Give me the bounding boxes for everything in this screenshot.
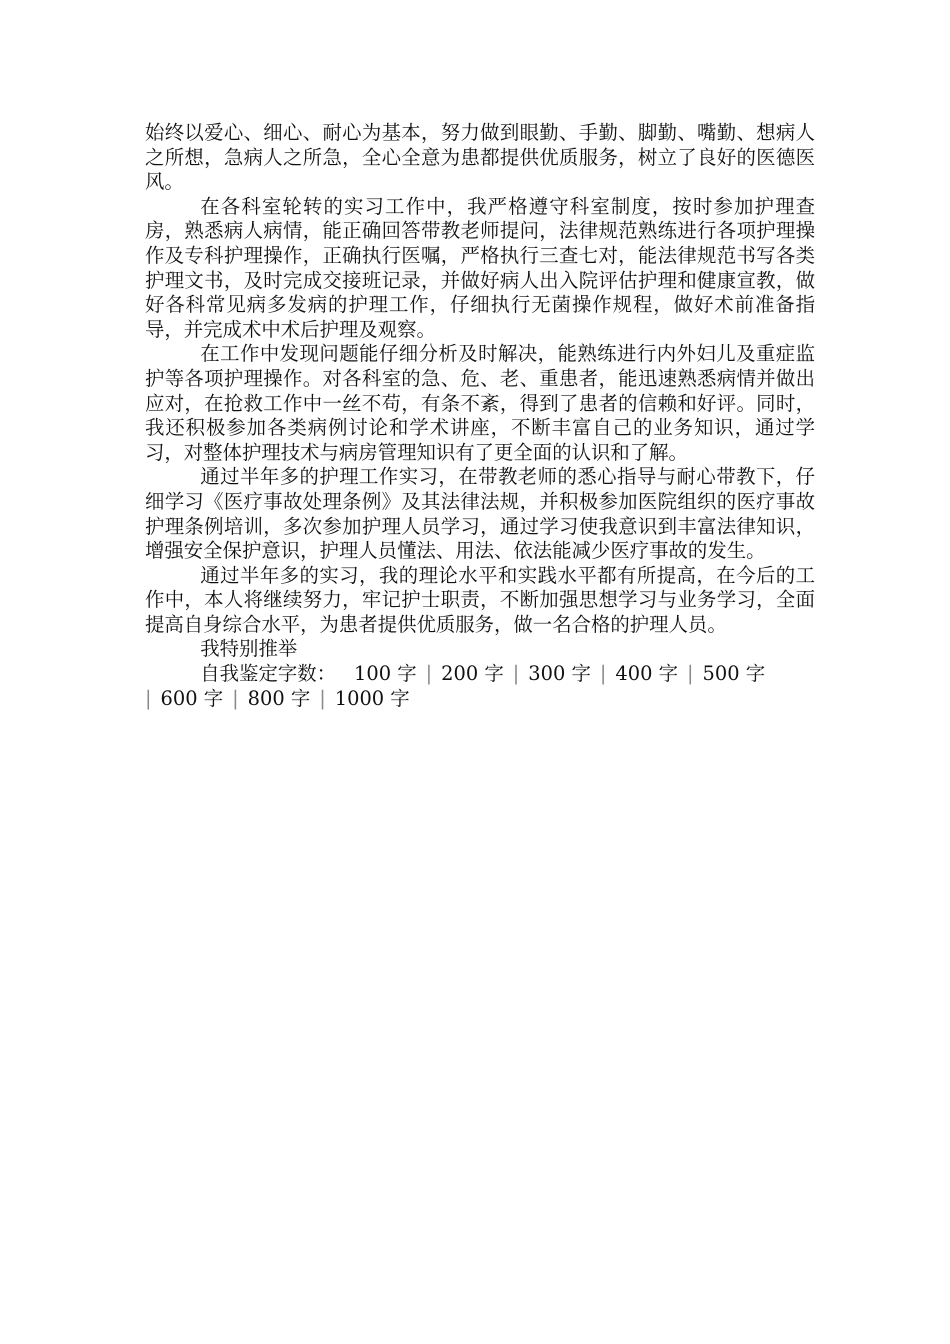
document-page [145, 121, 815, 711]
paragraph-5: 通过半年多的实习，我的理论水平和实践水平都有所提高，在今后的工作中，本人将继续努力，牢记护士职责，不断加强思想学习与业务学习，全面提高自身综合水平，为患者提供优质服务，做一名合格的护理人员。 [145, 563, 815, 636]
link-separator: | [686, 662, 694, 686]
paragraph-2: 在各科室轮转的实习工作中，我严格遵守科室制度，按时参加护理查房，熟悉病人病情，能正确回答带教老师提问，法律规范熟练进行各项护理操作及专科护理操作，正确执行医嘱，严格执行三查七对，能法律规范书写各类护理文书，及时完成交接班记录，并做好病人出入院评估护理和健康宣教，做好各科常见病多发病的护理工作，仔细执行无菌操作规程，做好术前准备指导，并完成术中术后护理及观察。 [145, 194, 815, 341]
link-separator: | [425, 662, 433, 686]
word-count-link-1000[interactable]: 1000 字 [334, 686, 410, 710]
word-count-link-800[interactable]: 800 字 [247, 686, 311, 710]
paragraph-3: 在工作中发现问题能仔细分析及时解决，能熟练进行内外妇儿及重症监护等各项护理操作。对各科室的急、危、老、重患者，能迅速熟悉病情并做出应对，在抢救工作中一丝不苟，有条不紊，得到了患者的信赖和好评。同时，我还积极参加各类病例讨论和学术讲座，不断丰富自己的业务知识，通过学习，对整体护理技术与病房管理知识有了更全面的认识和了解。 [145, 342, 815, 464]
link-separator: | [319, 686, 326, 710]
link-separator: | [512, 662, 520, 686]
link-separator: | [145, 686, 152, 710]
word-count-link-400[interactable]: 400 字 [615, 662, 678, 686]
word-count-link-500[interactable]: 500 字 [702, 662, 766, 686]
word-count-link-600[interactable]: 600 字 [160, 686, 224, 710]
word-count-line [145, 662, 815, 711]
link-separator: | [232, 686, 239, 710]
paragraph-1: 始终以爱心、细心、耐心为基本，努力做到眼勤、手勤、脚勤、嘴勤、想病人之所想，急病人之所急，全心全意为患都提供优质服务，树立了良好的医德医风。 [145, 121, 815, 194]
link-separator: | [599, 662, 607, 686]
word-count-link-300[interactable]: 300 字 [528, 662, 591, 686]
word-count-link-100[interactable]: 100 字 [354, 662, 417, 686]
paragraph-4: 通过半年多的护理工作实习，在带教老师的悉心指导与耐心带教下，仔细学习《医疗事故处理条例》及其法律法规，并积极参加医院组织的医疗事故护理条例培训，多次参加护理人员学习，通过学习使我意识到丰富法律知识，增强安全保护意识，护理人员懂法、用法、依法能减少医疗事故的发生。 [145, 465, 815, 563]
word-count-label: 自我鉴定字数： [200, 662, 337, 686]
word-count-link-200[interactable]: 200 字 [441, 662, 504, 686]
recommendation-line: 我特别推举 [200, 637, 298, 661]
